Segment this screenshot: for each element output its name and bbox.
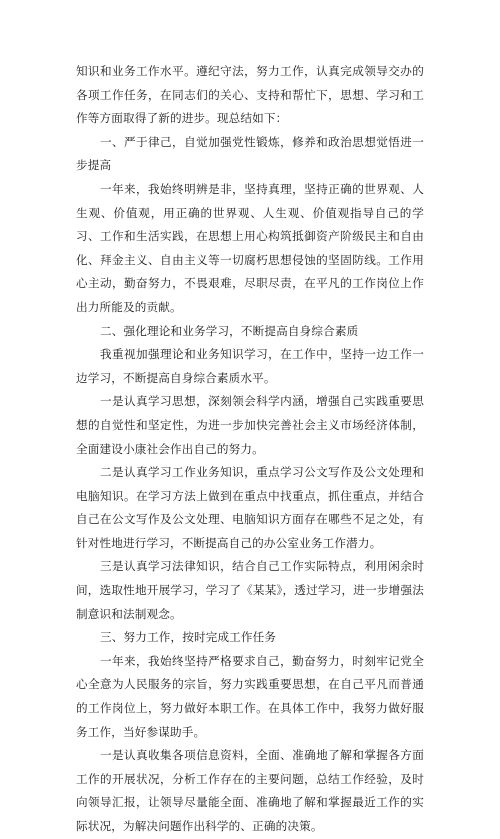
- paragraph: 一是认真收集各项信息资料，全面、准确地了解和掌握各方面工作的开展状况，分析工作存在的主要问题，总结工作经验，及时向领导汇报，让领导尽量能全面、准确地了解和掌握最近工作的实际状况，为解决问题作出科学的、正确的决策。: [76, 748, 424, 833]
- section-heading-2: 二、强化理论和业务学习，不断提高自身综合素质: [100, 323, 359, 338]
- paragraph: 一年来，我始终坚持严格要求自己，勤奋努力，时刻牢记党全心全意为人民服务的宗旨，努力实践重要思想，在自己平凡而普通的工作岗位上，努力做好本职工作。在具体工作中，我努力做好服务工作，当好参谋助手。: [76, 653, 424, 739]
- document-body: [76, 60, 424, 839]
- section-heading-1: 一、严于律己，自觉加强党性锻炼，修养和政治思想觉悟进一步提高: [76, 134, 424, 173]
- paragraph: 三是认真学习法律知识，结合自己工作实际特点，利用闲余时间，选取性地开展学习，学习了《某某》，透过学习，进一步增强法制意识和法制观念。: [76, 559, 424, 621]
- paragraph: 一是认真学习思想，深刻领会科学内涵，增强自己实践重要思想的自觉性和坚定性，为进一步加快完善社会主义市场经济体制，全面建设小康社会作出自己的努力。: [76, 394, 424, 456]
- paragraph: 一年来，我始终明辨是非，坚持真理，坚持正确的世界观、人生观、价值观，用正确的世界观、人生观、价值观指导自己的学习、工作和生活实践，在思想上用心构筑抵御资产阶级民主和自由化、拜金主义、自由主义等一切腐朽思想侵蚀的坚固防线。工作用心主动，勤奋努力，不畏艰难，尽职尽责，在平凡的工作岗位上作出力所能及的贡献。: [76, 181, 424, 314]
- paragraph: 二是认真学习工作业务知识，重点学习公文写作及公文处理和电脑知识。在学习方法上做到在重点中找重点，抓住重点，并结合自己在公文写作及公文处理、电脑知识方面存在哪些不足之处，有针对性地进行学习，不断提高自己的办公室业务工作潜力。: [76, 465, 424, 550]
- section-heading-3: 三、努力工作，按时完成工作任务: [100, 630, 277, 645]
- paragraph-intro: 知识和业务工作水平。遵纪守法，努力工作，认真完成领导交办的各项工作任务，在同志们的关心、支持和帮忙下，思想、学习和工作等方面取得了新的进步。现总结如下：: [76, 64, 424, 126]
- paragraph: 我重视加强理论和业务知识学习，在工作中，坚持一边工作一边学习，不断提高自身综合素质水平。: [76, 347, 424, 385]
